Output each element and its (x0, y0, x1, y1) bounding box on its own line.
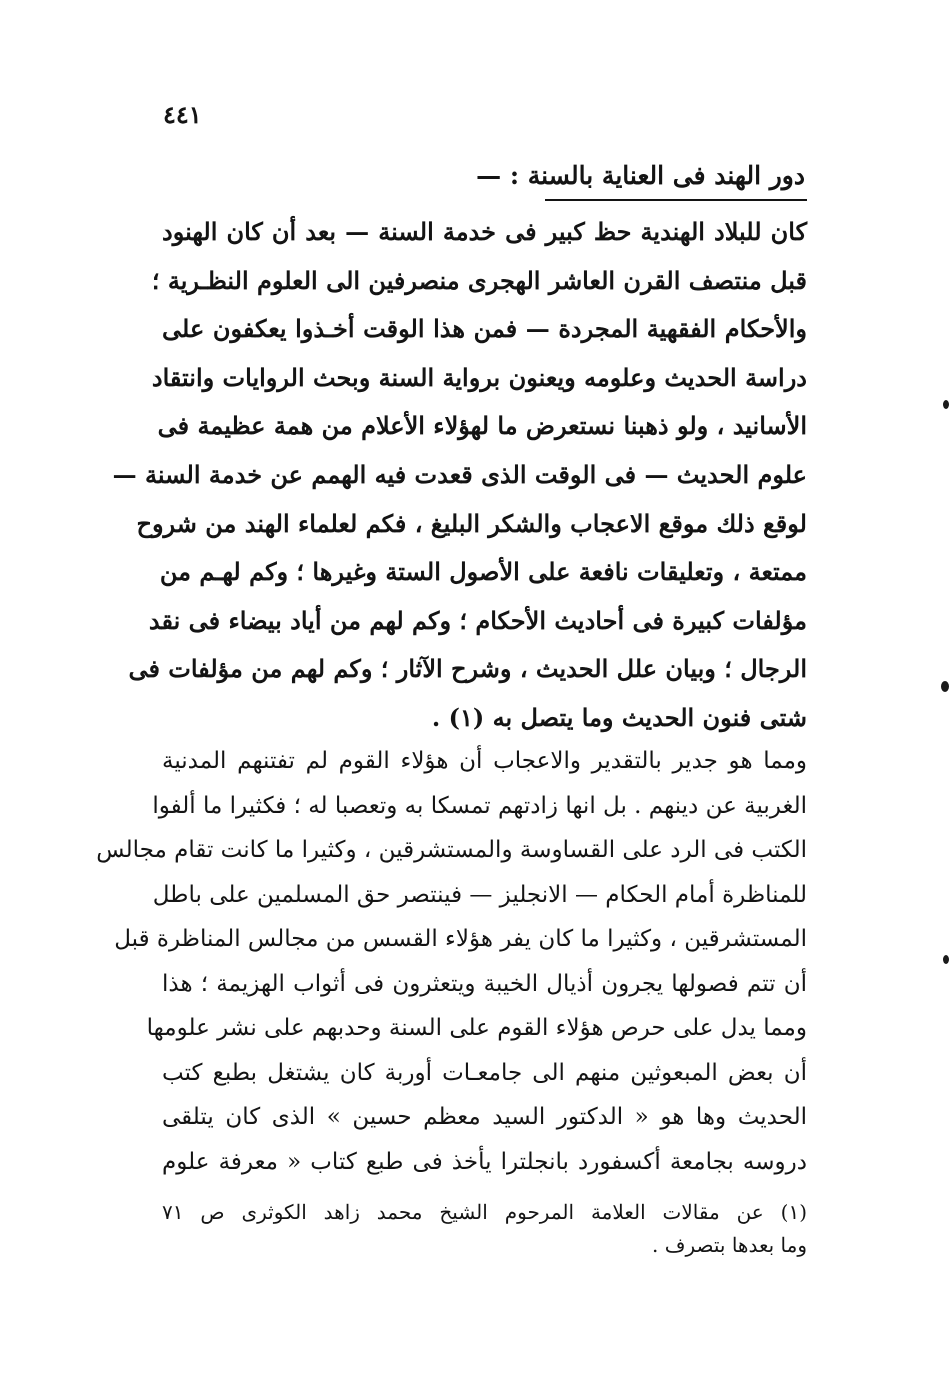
scan-speck (941, 681, 949, 692)
text-line: المستشرقين ، وكثيرا ما كان يفر هؤلاء القسس من مجالس المناظرة قبل (114, 926, 807, 952)
text-line: ومما هو جدير بالتقدير والاعجاب أن هؤلاء القوم لم تفتنهم المدنية (162, 748, 807, 774)
paragraph-2 (96, 739, 807, 1184)
text-line: الرجال ؛ وبيان علل الحديث ، وشرح الآثار ؛ وكم لهم من مؤلفات فى (128, 654, 807, 684)
text-line: كان للبلاد الهندية حظ كبير فى خدمة السنة — بعد أن كان الهنود (162, 217, 807, 246)
footnote-line: (١) عن مقالات العلامة المرحوم الشيخ محمد زاهد الكوثرى ص ٧١ (162, 1200, 807, 1224)
text-line: دراسة الحديث وعلومه ويعنون برواية السنة وبحث الروايات وانتقاد (151, 362, 807, 392)
text-line: دروسه بجامعة أكسفورد بانجلترا يأخذ فى طبع كتاب « معرفة علوم (162, 1148, 807, 1175)
text-line: الغربية عن دينهم . بل انها زادتهم تمسكا به وتعصبا له ؛ فكثيرا ما ألفوا (152, 792, 807, 819)
scan-speck (943, 955, 949, 964)
footnote (162, 1196, 807, 1262)
page-number: ٤٤١ (163, 100, 202, 129)
text-line: لوقع ذلك موقع الاعجاب والشكر البليغ ، فكم لعلماء الهند من شروح (136, 508, 807, 538)
text-line: للمناظرة أمام الحكام — الانجليز — فينتصر حق المسلمين على باطل (152, 881, 807, 908)
heading-underline (545, 199, 807, 201)
text-line: أن بعض المبعوثين منهم الى جامعـات أوربة كان يشتغل بطبع كتب (162, 1059, 807, 1086)
text-line: شتى فنون الحديث وما يتصل به (١) . (431, 702, 807, 732)
text-line: ومما يدل على حرص هؤلاء القوم على السنة وحدبهم على نشر علومها (146, 1015, 807, 1041)
section-heading: دور الهند فى العناية بالسنة : — (476, 161, 805, 190)
scan-speck (943, 400, 949, 409)
text-line: مؤلفات كبيرة فى أحاديث الأحكام ؛ وكم لهم من أياد بيضاء فى نقد (148, 605, 807, 635)
paragraph-1 (112, 208, 807, 743)
text-line: الأسانيد ، ولو ذهبنا نستعرض ما لهؤلاء الأعلام من همة عظيمة فى (157, 411, 807, 441)
text-line: الكتب فى الرد على القساوسة والمستشرقين ، وكثيرا ما كانت تقام مجالس (96, 837, 807, 863)
text-line: والأحكام الفقهية المجردة — فمن هذا الوقت أخـذوا يعكفون على (162, 314, 807, 344)
text-line: علوم الحديث — فى الوقت الذى قعدت فيه الهمم عن خدمة السنة — (112, 459, 807, 489)
text-line: أن تتم فصولها يجرون أذيال الخيبة ويتعثرون فى أثواب الهزيمة ؛ هذا (162, 970, 807, 997)
text-line: قبل منتصف القرن العاشر الهجرى منصرفين الى العلوم النظـرية ؛ (151, 265, 807, 295)
text-line: ممتعة ، وتعليقات نافعة على الأصول الستة وغيرها ؛ وكم لهـم من (159, 557, 807, 587)
text-line: الحديث وها هو « الدكتور السيد معظم حسين » الذى كان يتلقى (162, 1104, 807, 1130)
footnote-line: وما بعدها بتصرف . (652, 1233, 807, 1257)
